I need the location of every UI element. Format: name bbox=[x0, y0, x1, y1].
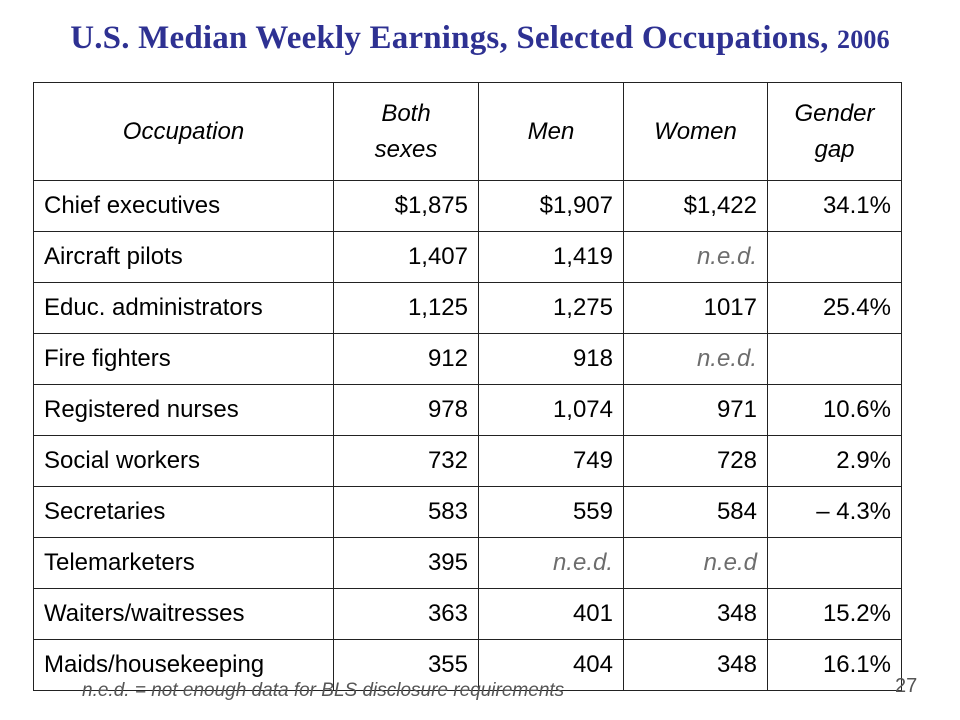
header-occupation: Occupation bbox=[34, 83, 334, 181]
women-cell: $1,422 bbox=[624, 181, 768, 232]
occupation-cell: Maids/housekeeping bbox=[34, 640, 334, 691]
both-sexes-cell: $1,875 bbox=[334, 181, 479, 232]
table-row bbox=[34, 181, 902, 232]
women-cell: 971 bbox=[624, 385, 768, 436]
gender-gap-cell: 10.6% bbox=[768, 385, 902, 436]
occupation-cell: Waiters/waitresses bbox=[34, 589, 334, 640]
gender-gap-cell: 15.2% bbox=[768, 589, 902, 640]
header-women: Women bbox=[624, 83, 768, 181]
both-sexes-cell: 732 bbox=[334, 436, 479, 487]
gender-gap-cell bbox=[768, 538, 902, 589]
men-cell: n.e.d. bbox=[479, 538, 624, 589]
occupation-cell: Educ. administrators bbox=[34, 283, 334, 334]
page-number: 27 bbox=[895, 675, 918, 697]
occupation-cell: Telemarketers bbox=[34, 538, 334, 589]
women-cell: n.e.d bbox=[624, 538, 768, 589]
men-cell: 559 bbox=[479, 487, 624, 538]
men-cell: $1,907 bbox=[479, 181, 624, 232]
table-row bbox=[34, 283, 902, 334]
occupation-cell: Registered nurses bbox=[34, 385, 334, 436]
slide-title bbox=[0, 20, 960, 57]
women-cell: 728 bbox=[624, 436, 768, 487]
gender-gap-cell bbox=[768, 232, 902, 283]
occupation-cell: Secretaries bbox=[34, 487, 334, 538]
both-sexes-cell: 355 bbox=[334, 640, 479, 691]
both-sexes-cell: 978 bbox=[334, 385, 479, 436]
table-row bbox=[34, 589, 902, 640]
table-row bbox=[34, 538, 902, 589]
occupation-cell: Social workers bbox=[34, 436, 334, 487]
women-cell: 584 bbox=[624, 487, 768, 538]
gender-gap-cell: 16.1% bbox=[768, 640, 902, 691]
women-cell: 348 bbox=[624, 589, 768, 640]
both-sexes-cell: 583 bbox=[334, 487, 479, 538]
men-cell: 1,419 bbox=[479, 232, 624, 283]
header-gender-gap: Gender gap bbox=[768, 83, 902, 181]
both-sexes-cell: 1,125 bbox=[334, 283, 479, 334]
gender-gap-cell: – 4.3% bbox=[768, 487, 902, 538]
table-body bbox=[34, 181, 902, 691]
table-row bbox=[34, 385, 902, 436]
title-year: 2006 bbox=[837, 25, 890, 54]
occupation-cell: Fire fighters bbox=[34, 334, 334, 385]
footnote: n.e.d. = not enough data for BLS disclosure requirements bbox=[82, 680, 565, 701]
men-cell: 1,275 bbox=[479, 283, 624, 334]
header-both-sexes: Both sexes bbox=[334, 83, 479, 181]
men-cell: 749 bbox=[479, 436, 624, 487]
table-row bbox=[34, 436, 902, 487]
occupation-cell: Aircraft pilots bbox=[34, 232, 334, 283]
header-men: Men bbox=[479, 83, 624, 181]
women-cell: 348 bbox=[624, 640, 768, 691]
both-sexes-cell: 363 bbox=[334, 589, 479, 640]
table-row bbox=[34, 334, 902, 385]
men-cell: 401 bbox=[479, 589, 624, 640]
men-cell: 404 bbox=[479, 640, 624, 691]
occupation-cell: Chief executives bbox=[34, 181, 334, 232]
women-cell: n.e.d. bbox=[624, 232, 768, 283]
men-cell: 1,074 bbox=[479, 385, 624, 436]
table-row bbox=[34, 487, 902, 538]
header-row bbox=[34, 83, 902, 181]
women-cell: 1017 bbox=[624, 283, 768, 334]
earnings-table bbox=[33, 82, 902, 691]
title-main: U.S. Median Weekly Earnings, Selected Occupations, bbox=[70, 20, 837, 56]
gender-gap-cell: 25.4% bbox=[768, 283, 902, 334]
women-cell: n.e.d. bbox=[624, 334, 768, 385]
gender-gap-cell bbox=[768, 334, 902, 385]
both-sexes-cell: 395 bbox=[334, 538, 479, 589]
both-sexes-cell: 912 bbox=[334, 334, 479, 385]
table-row bbox=[34, 232, 902, 283]
gender-gap-cell: 34.1% bbox=[768, 181, 902, 232]
men-cell: 918 bbox=[479, 334, 624, 385]
gender-gap-cell: 2.9% bbox=[768, 436, 902, 487]
both-sexes-cell: 1,407 bbox=[334, 232, 479, 283]
